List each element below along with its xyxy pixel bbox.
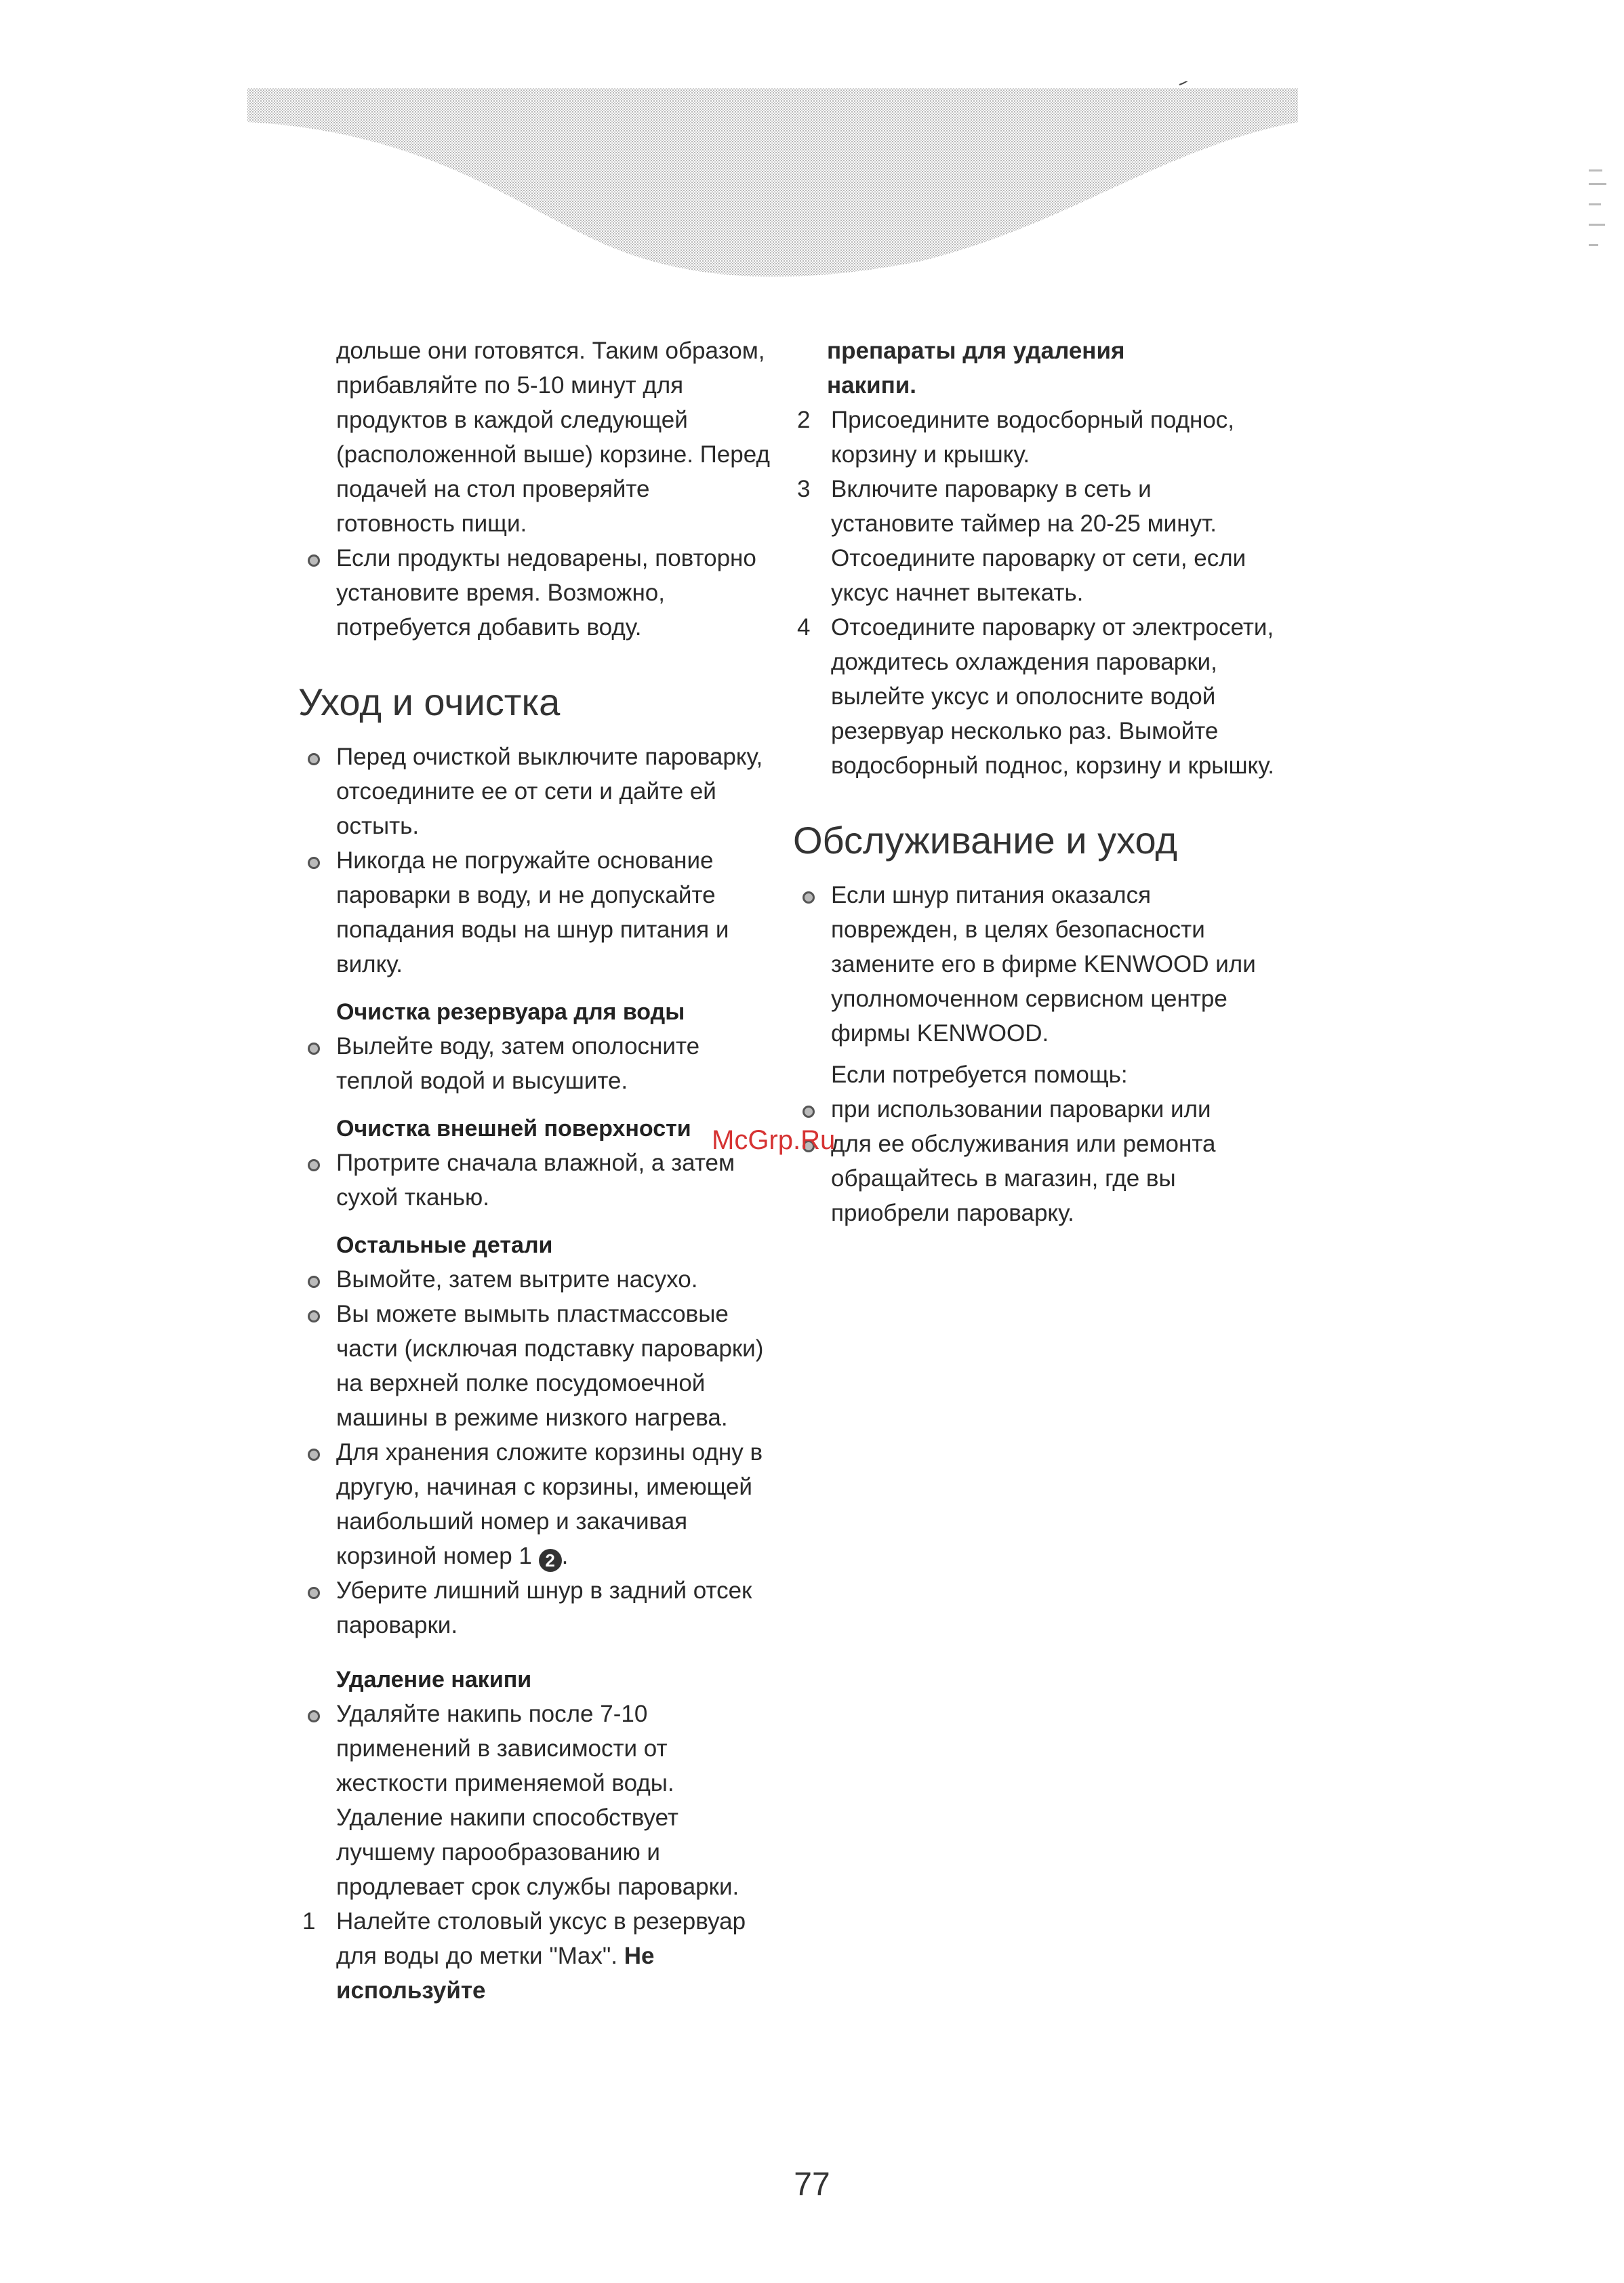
list-item bbox=[298, 1029, 773, 1098]
list-item-text: Протрите сначала влажной, а затем сухой тканью. bbox=[336, 1150, 735, 1211]
page-number: 77 bbox=[794, 2166, 830, 2202]
bullet-icon bbox=[308, 753, 320, 765]
section-heading-service: Обслуживание и уход bbox=[793, 819, 1178, 862]
list-item-text: при использовании пароварки или bbox=[831, 1096, 1211, 1123]
step-text: Присоедините водосборный поднос, корзину и крышку. bbox=[831, 407, 1235, 468]
list-item bbox=[793, 1092, 1281, 1127]
list-item bbox=[298, 541, 773, 645]
list-item-text: Вымойте, затем вытрите насухо. bbox=[336, 1266, 698, 1293]
step-number: 3 bbox=[797, 476, 811, 502]
list-item bbox=[298, 740, 773, 843]
list-item bbox=[298, 843, 773, 982]
continued-paragraph: дольше они готовятся. Таким образом, прибавляйте по 5-10 минут для продуктов в каждой следующей (расположенной выше) корзине. Перед подачей на стол проверяйте готовность пищи. bbox=[336, 338, 770, 537]
figure-reference-icon: 2 bbox=[539, 1549, 562, 1572]
bullet-icon bbox=[308, 857, 320, 869]
bullet-icon bbox=[803, 1106, 815, 1118]
list-item-text-end: . bbox=[561, 1543, 569, 1569]
bullet-icon bbox=[803, 891, 815, 904]
list-item-text: Для хранения сложите корзины одну в другую, начиная с корзины, имеющей наибольший номер и закачивая корзиной номер 1 bbox=[336, 1439, 763, 1569]
closing-text: обращайтесь в магазин, где вы приобрели пароварку. bbox=[831, 1165, 1176, 1226]
list-item-text: Если шнур питания оказался поврежден, в целях безопасности замените его в фирме KENWOOD или уполномоченном сервисном центре фирмы KENWOOD. bbox=[831, 882, 1256, 1047]
list-item bbox=[298, 1297, 773, 1435]
help-intro: Если потребуется помощь: bbox=[831, 1062, 1128, 1088]
step-text: Налейте столовый уксус в резервуар для воды до метки "Max". bbox=[336, 1908, 746, 1969]
list-item-text: Уберите лишний шнур в задний отсек пароварки. bbox=[336, 1577, 752, 1638]
subheading-other-parts: Остальные детали bbox=[336, 1232, 553, 1258]
bullet-icon bbox=[308, 1043, 320, 1055]
bullet-icon bbox=[308, 1587, 320, 1599]
bullet-icon bbox=[308, 1449, 320, 1461]
list-item-text: Никогда не погружайте основание пароварки в воду, и не допускайте попадания воды на шнур питания и вилку. bbox=[336, 847, 729, 977]
step-number: 4 bbox=[797, 614, 811, 641]
list-item-text: Вы можете вымыть пластмассовые части (исключая подставку пароварки) на верхней полке посудомоечной машины в режиме низкого нагрева. bbox=[336, 1301, 764, 1431]
bullet-icon bbox=[308, 1276, 320, 1288]
list-item-text: для ее обслуживания или ремонта bbox=[831, 1131, 1216, 1157]
list-item bbox=[298, 1435, 773, 1573]
list-item bbox=[298, 1146, 773, 1215]
numbered-step bbox=[298, 1904, 773, 2008]
list-item-text: Если продукты недоварены, повторно установите время. Возможно, потребуется добавить воду. bbox=[336, 545, 756, 641]
left-column bbox=[298, 334, 773, 2008]
list-item bbox=[793, 1127, 1281, 1161]
list-item-text: Удаляйте накипь после 7-10 применений в зависимости от жесткости применяемой воды. Удаление накипи способствует лучшему парообразованию и продлевает срок службы пароварки. bbox=[336, 1701, 739, 1900]
list-item-text: Перед очисткой выключите пароварку, отсоедините ее от сети и дайте ей остыть. bbox=[336, 744, 763, 839]
subheading-descaling: Удаление накипи bbox=[336, 1667, 532, 1693]
subheading-water-tank: Очистка резервуара для воды bbox=[336, 999, 685, 1025]
bullet-icon bbox=[308, 1310, 320, 1322]
right-column bbox=[793, 334, 1281, 1230]
numbered-step bbox=[793, 403, 1281, 472]
section-heading-care: Уход и очистка bbox=[298, 681, 561, 723]
header-wave-banner bbox=[244, 81, 1301, 285]
bullet-icon bbox=[308, 1710, 320, 1722]
list-item-text: Вылейте воду, затем ополосните теплой водой и высушите. bbox=[336, 1033, 700, 1094]
subheading-exterior: Очистка внешней поверхности bbox=[336, 1116, 691, 1142]
step-number: 2 bbox=[797, 407, 811, 433]
numbered-step bbox=[793, 610, 1281, 783]
list-item bbox=[298, 1573, 773, 1642]
margin-scan-marks bbox=[1586, 163, 1613, 271]
list-item bbox=[298, 1262, 773, 1297]
step-text: Отсоедините пароварку от электросети, дождитесь охлаждения пароварки, вылейте уксус и ополосните водой резервуар несколько раз. Вымойте водосборный поднос, корзину и крышку. bbox=[831, 614, 1274, 779]
watermark: McGrp.Ru bbox=[712, 1125, 836, 1155]
bullet-icon bbox=[308, 1159, 320, 1171]
list-item bbox=[793, 878, 1281, 1051]
step-text-bold: Не используйте bbox=[336, 1943, 655, 2004]
step-number: 1 bbox=[302, 1908, 316, 1935]
continued-step-text: препараты для удаления накипи. bbox=[827, 338, 1125, 399]
numbered-step bbox=[793, 472, 1281, 610]
list-item bbox=[298, 1697, 773, 1904]
bullet-icon bbox=[308, 554, 320, 567]
step-text: Включите пароварку в сеть и установите таймер на 20-25 минут. Отсоедините пароварку от сети, если уксус начнет вытекать. bbox=[831, 476, 1246, 606]
